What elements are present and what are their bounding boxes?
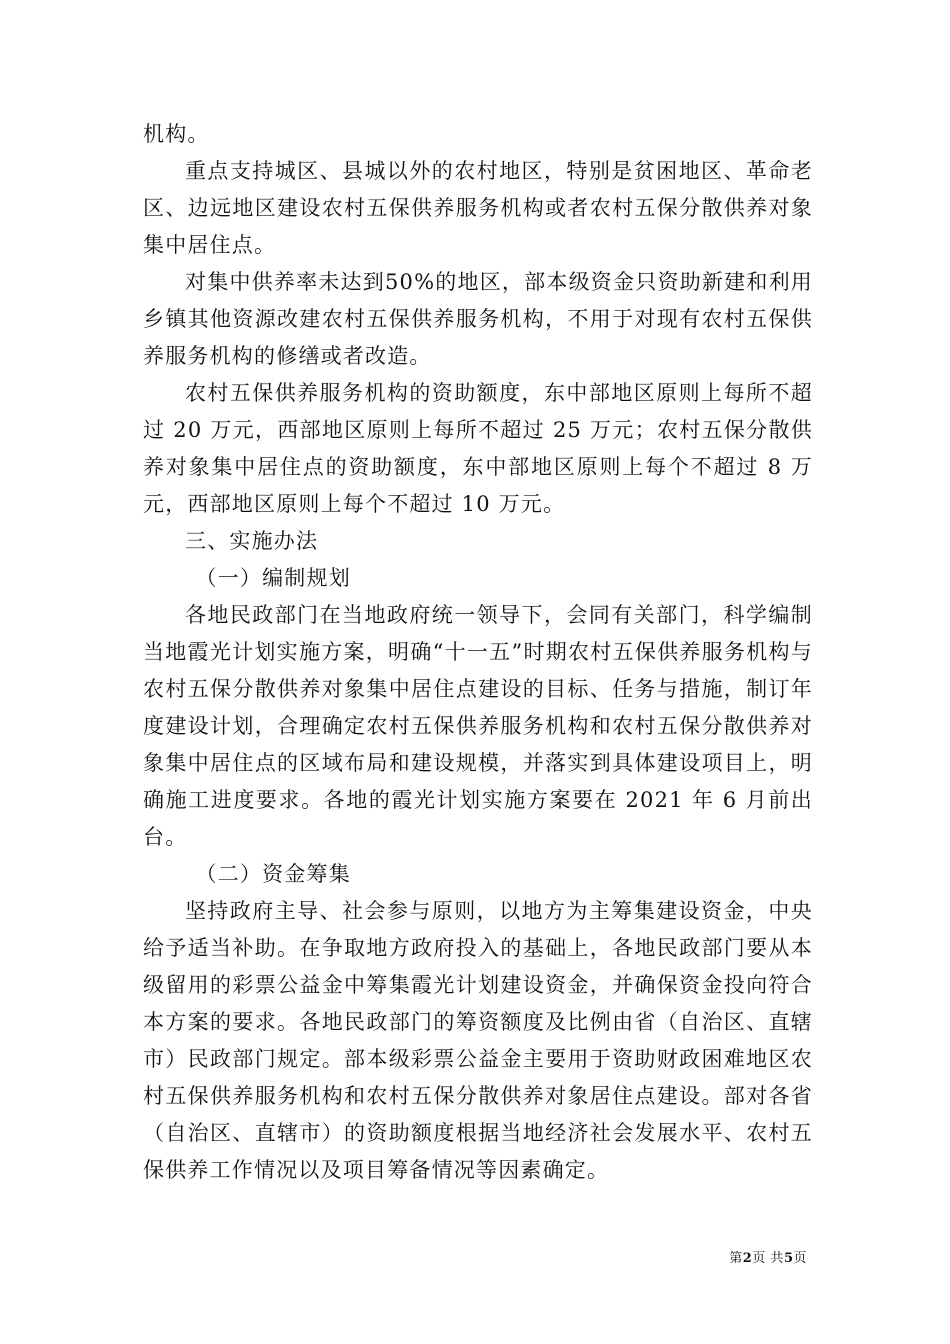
paragraph-support-areas: 重点支持城区、县城以外的农村地区，特别是贫困地区、革命老区、边远地区建设农村五保供养服务机构或者农村五保分散供养对象集中居住点。 <box>143 159 813 257</box>
paragraph-funding-amount: 农村五保供养服务机构的资助额度，东中部地区原则上每所不超过 20 万元，西部地区原则上每所不超过 25 万元；农村五保分散供养对象集中居住点的资助额度，东中部地区原则上每个不超过 8 万元，西部地区原则上每个不超过 10 万元。 <box>143 381 813 516</box>
section-heading-implementation: 三、实施办法 <box>185 529 319 553</box>
footer-suffix: 页 <box>793 1251 807 1266</box>
footer-prefix: 第 <box>729 1251 743 1266</box>
paragraph-continuation: 机构。 <box>143 122 210 146</box>
footer-total-pages: 5 <box>783 1251 794 1266</box>
footer-current-page: 2 <box>742 1251 753 1266</box>
paragraph-funding-scope: 对集中供养率未达到50%的地区，部本级资金只资助新建和利用乡镇其他资源改建农村五保供养服务机构，不用于对现有农村五保供养服务机构的修缮或者改造。 <box>143 270 813 368</box>
paragraph-funding: 坚持政府主导、社会参与原则，以地方为主筹集建设资金，中央给予适当补助。在争取地方政府投入的基础上，各地民政部门要从本级留用的彩票公益金中筹集霞光计划建设资金，并确保资金投向符合本方案的要求。各地民政部门的筹资额度及比例由省（自治区、直辖市）民政部门规定。部本级彩票公益金主要用于资助财政困难地区农村五保供养服务机构和农村五保分散供养对象居住点建设。部对各省（自治区、直辖市）的资助额度根据当地经济社会发展水平、农村五保供养工作情况以及项目筹备情况等因素确定。 <box>143 899 813 1182</box>
paragraph-planning: 各地民政部门在当地政府统一领导下，会同有关部门，科学编制当地霞光计划实施方案，明确“十一五”时期农村五保供养服务机构与农村五保分散供养对象集中居住点建设的目标、任务与措施，制订年度建设计划，合理确定农村五保供养服务机构和农村五保分散供养对象集中居住点的区域布局和建设规模，并落实到具体建设项目上，明确施工进度要求。各地的霞光计划实施方案要在 2021 年 6 月前出台。 <box>143 603 813 849</box>
subsection-heading-funding: （二）资金筹集 <box>195 862 351 886</box>
page-number-footer <box>729 1247 807 1266</box>
subsection-heading-planning: （一）编制规划 <box>195 566 351 590</box>
document-body <box>143 116 813 1189</box>
footer-middle: 页 共 <box>752 1251 784 1266</box>
